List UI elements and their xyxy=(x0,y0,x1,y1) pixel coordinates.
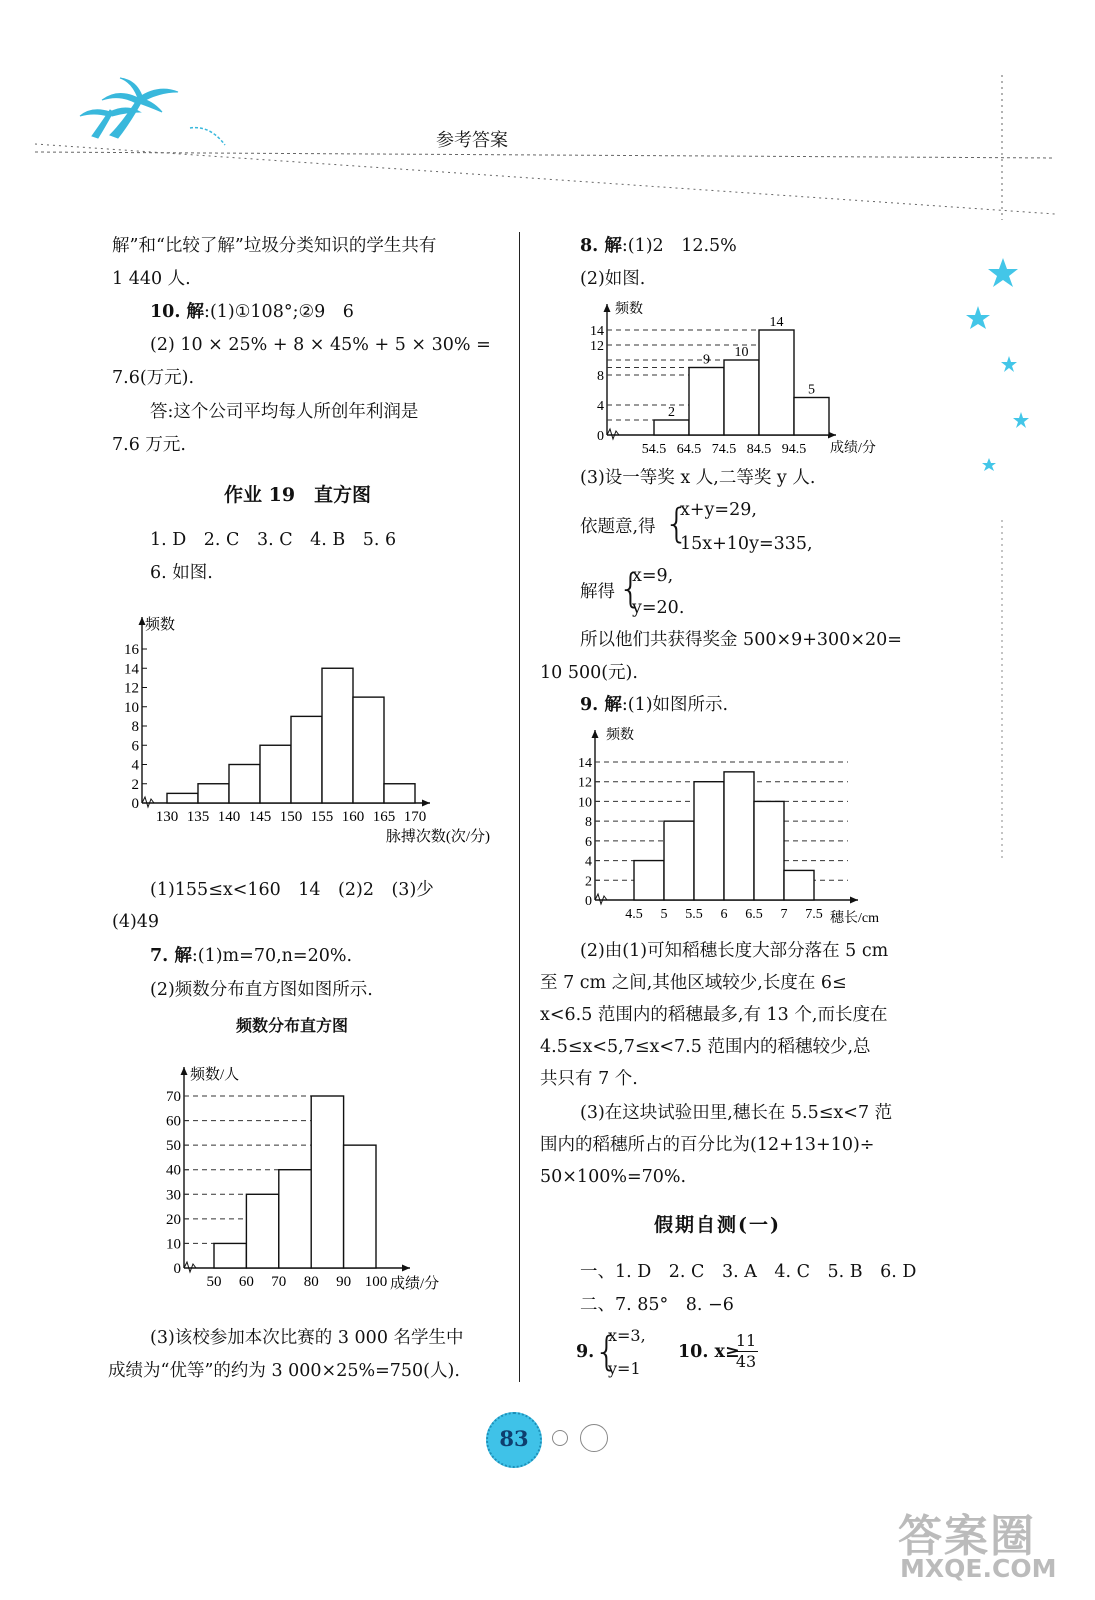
x-tick-label: 130 xyxy=(155,809,179,825)
y-tick-label: 12 xyxy=(124,680,139,697)
y-tick-label: 4 xyxy=(585,854,592,870)
y-tick-label: 30 xyxy=(166,1187,181,1204)
answer-text: 共只有 7 个. xyxy=(540,1069,638,1089)
y-tick-label: 10 xyxy=(578,795,592,811)
bar xyxy=(353,697,384,803)
y-tick-label: 8 xyxy=(131,719,139,735)
question-number: 8. 解 xyxy=(580,236,622,256)
x-axis-arrow xyxy=(422,800,430,807)
y-tick-label: 50 xyxy=(166,1138,181,1155)
equation: y=20. xyxy=(632,598,685,618)
answer-text: 成绩为“优等”的约为 3 000×25%=750(人). xyxy=(108,1361,460,1381)
equation: 15x+10y=335, xyxy=(680,534,813,554)
y-tick-label: 0 xyxy=(585,894,592,909)
x-tick-label: 7 xyxy=(780,907,788,922)
y-axis-arrow xyxy=(604,304,611,312)
palm-tree-icon xyxy=(80,78,178,138)
x-axis-label: 成绩/分 xyxy=(390,1276,440,1292)
x-tick-label: 135 xyxy=(186,809,210,825)
x-axis-label: 成绩/分 xyxy=(830,441,876,456)
y-tick-label: 12 xyxy=(578,775,592,791)
bar xyxy=(724,772,754,900)
y-tick-label: 2 xyxy=(585,874,592,890)
x-axis-arrow xyxy=(850,897,858,904)
header-decoration xyxy=(30,70,1060,220)
answer-text: 依题意,得 xyxy=(580,517,656,537)
section-heading: 假期自测(一) xyxy=(654,1214,781,1236)
bar xyxy=(759,330,794,435)
chart-pulse-histogram xyxy=(100,605,520,850)
y-tick-label: 6 xyxy=(585,834,592,850)
bar xyxy=(214,1243,246,1268)
answer-text: 50×100%=70%. xyxy=(540,1167,687,1187)
y-tick-label: 10 xyxy=(166,1236,181,1253)
bar xyxy=(279,1170,311,1268)
answer-text: (4)49 xyxy=(112,912,160,932)
x-tick-label: 6 xyxy=(720,907,728,922)
x-tick-label: 74.5 xyxy=(711,442,737,457)
question-number: 10. 解 xyxy=(150,302,205,322)
watermark-url: MXQE.COM xyxy=(900,1554,1057,1583)
y-tick-label: 12 xyxy=(590,339,604,354)
circle-icon xyxy=(580,1424,608,1452)
bar xyxy=(694,782,724,900)
bar xyxy=(664,821,694,900)
x-tick-label: 84.5 xyxy=(746,442,772,457)
answer-text: 解得 xyxy=(580,582,615,602)
x-tick-label: 4.5 xyxy=(625,907,643,922)
x-tick-label: 145 xyxy=(248,809,272,825)
y-tick-label: 0 xyxy=(131,796,139,812)
x-axis-label: 脉搏次数(次/分) xyxy=(385,829,490,845)
x-tick-label: 50 xyxy=(206,1274,222,1290)
answer-text: (3)该校参加本次比赛的 3 000 名学生中 xyxy=(150,1328,464,1348)
answer-text: (2)如图. xyxy=(580,269,646,289)
bar xyxy=(754,801,784,900)
question-number: 7. 解 xyxy=(150,946,192,966)
star-icon xyxy=(1001,356,1017,372)
x-tick-label: 100 xyxy=(364,1274,388,1290)
x-tick-label: 165 xyxy=(372,809,396,825)
page-number: 83 xyxy=(499,1426,529,1451)
chart-score-histogram xyxy=(150,1055,460,1300)
axis-break xyxy=(184,1262,196,1272)
bar xyxy=(246,1194,278,1268)
y-tick-label: 20 xyxy=(166,1211,181,1228)
bar xyxy=(784,870,814,900)
x-tick-label: 60 xyxy=(238,1274,254,1290)
answer-text: 一、1. D 2. C 3. A 4. C 5. B 6. D xyxy=(580,1262,917,1282)
y-tick-label: 8 xyxy=(597,369,604,384)
bar xyxy=(689,368,724,436)
bar xyxy=(229,765,260,804)
answer-text: (2)频数分布直方图如图所示. xyxy=(150,980,373,1000)
answer-text: 答:这个公司平均每人所创年利润是 xyxy=(150,402,419,422)
watermark-logo: 答案圈 xyxy=(898,1511,1036,1562)
y-axis-label: 频数 xyxy=(606,728,634,743)
y-tick-label: 60 xyxy=(166,1113,181,1130)
brace: { xyxy=(664,501,690,547)
y-tick-label: 70 xyxy=(166,1089,181,1105)
bar xyxy=(344,1145,376,1268)
x-tick-label: 6.5 xyxy=(745,907,763,922)
y-axis-label: 频数/人 xyxy=(190,1067,240,1083)
y-tick-label: 14 xyxy=(578,756,592,771)
y-tick-label: 4 xyxy=(131,757,139,774)
answer-text: :(1)2 12.5% xyxy=(621,236,737,256)
equation: x+y=29, xyxy=(680,500,757,520)
y-tick-label: 16 xyxy=(124,642,139,658)
answer-text: 7.6 万元. xyxy=(112,435,186,455)
x-tick-label: 54.5 xyxy=(641,442,667,457)
x-tick-label: 64.5 xyxy=(676,442,702,457)
bar xyxy=(260,745,291,803)
equation: y=1 xyxy=(608,1359,641,1378)
question-number: 9. 解 xyxy=(580,695,622,715)
x-tick-label: 94.5 xyxy=(781,442,807,457)
y-tick-label: 6 xyxy=(131,738,139,755)
text-line: 1 440 人. xyxy=(112,269,191,289)
x-tick-label: 155 xyxy=(310,809,334,825)
section-heading: 作业 19 直方图 xyxy=(224,484,372,506)
answer-text: x<6.5 范围内的稻穗最多,有 13 个,而长度在 xyxy=(540,1005,888,1025)
data-label: 14 xyxy=(769,315,784,330)
answer-text: 4.5≤x<5,7≤x<7.5 范围内的稻穗较少,总 xyxy=(540,1037,871,1057)
bar xyxy=(291,716,322,803)
answer-text: 二、7. 85° 8. −6 xyxy=(580,1295,734,1315)
y-tick-label: 2 xyxy=(131,776,139,793)
x-tick-label: 160 xyxy=(341,809,365,825)
y-axis-arrow xyxy=(181,1067,188,1075)
star-icon xyxy=(1013,412,1029,428)
answer-text: (3)在这块试验田里,穗长在 5.5≤x<7 范 xyxy=(580,1103,893,1123)
y-tick-label: 10 xyxy=(124,699,139,716)
y-tick-label: 8 xyxy=(585,815,592,831)
brace: { xyxy=(594,1329,620,1375)
chart-title: 频数分布直方图 xyxy=(236,1016,349,1035)
header-title: 参考答案 xyxy=(436,130,508,151)
answer-text: (1)155≤x<160 14 (2)2 (3)少 xyxy=(150,880,434,900)
star-icon xyxy=(966,306,990,329)
y-tick-label: 4 xyxy=(597,399,604,414)
y-axis-label: 频数 xyxy=(145,617,176,633)
brace: { xyxy=(618,566,644,612)
axis-break xyxy=(607,429,619,439)
bar xyxy=(311,1096,343,1268)
text-line: 解”和“比较了解”垃圾分类知识的学生共有 xyxy=(112,236,437,256)
stars-decoration xyxy=(960,220,1040,870)
answer-text: :(1)如图所示. xyxy=(621,695,729,715)
x-tick-label: 150 xyxy=(279,809,303,825)
bar xyxy=(724,360,759,435)
y-tick-label: 14 xyxy=(590,324,604,339)
answer-text: (2)由(1)可知稻穗长度大部分落在 5 cm xyxy=(580,941,889,961)
x-tick-label: 5.5 xyxy=(685,907,703,922)
star-icon xyxy=(982,458,996,471)
answer-text: :(1)①108°;②9 6 xyxy=(204,302,354,322)
bar xyxy=(198,784,229,803)
data-label: 9 xyxy=(703,352,710,368)
y-axis-arrow xyxy=(592,730,599,738)
y-axis-label: 频数 xyxy=(615,302,643,317)
answer-text: 6. 如图. xyxy=(150,563,213,583)
x-axis-label: 穗长/cm xyxy=(830,911,879,926)
bar xyxy=(794,398,829,436)
fraction-denominator: 43 xyxy=(735,1352,757,1371)
answer-text: 至 7 cm 之间,其他区域较少,长度在 6≤ xyxy=(540,973,847,993)
x-tick-label: 70 xyxy=(271,1274,287,1290)
chart-prize-histogram xyxy=(578,296,908,461)
y-tick-label: 0 xyxy=(173,1261,181,1277)
answer-text: 所以他们共获得奖金 500×9+300×20= xyxy=(580,630,902,650)
x-tick-label: 90 xyxy=(336,1274,352,1290)
data-label: 10 xyxy=(734,345,749,360)
x-tick-label: 7.5 xyxy=(805,907,823,922)
bar xyxy=(654,420,689,435)
x-tick-label: 5 xyxy=(660,907,668,922)
x-tick-label: 80 xyxy=(303,1274,319,1290)
y-tick-label: 0 xyxy=(597,429,604,444)
x-axis-arrow xyxy=(402,1265,410,1272)
equation: x=3, xyxy=(608,1326,646,1345)
equation: x=9, xyxy=(632,566,674,586)
answer-text: (2) 10 × 25% + 8 × 45% + 5 × 30% = xyxy=(150,335,491,355)
bar xyxy=(167,793,198,803)
fraction-numerator: 11 xyxy=(735,1331,757,1350)
axis-break xyxy=(595,894,607,904)
bar xyxy=(384,784,415,803)
x-tick-label: 170 xyxy=(403,809,427,825)
data-label: 5 xyxy=(808,382,815,398)
bar xyxy=(634,861,664,900)
answer-text: 10 500(元). xyxy=(540,663,638,683)
answer-text: 围内的稻穗所占的百分比为(12+13+10)÷ xyxy=(540,1135,875,1155)
question-number: 9. xyxy=(576,1342,595,1362)
chart-rice-histogram xyxy=(568,722,898,932)
answer-text: 1. D 2. C 3. C 4. B 5. 6 xyxy=(150,530,397,550)
circle-icon xyxy=(552,1430,568,1446)
y-tick-label: 14 xyxy=(124,661,139,678)
answer-text: (3)设一等奖 x 人,二等奖 y 人. xyxy=(580,468,816,488)
question-number: 10. x≥ xyxy=(678,1342,740,1362)
answer-text: :(1)m=70,n=20%. xyxy=(191,946,353,966)
bar xyxy=(322,668,353,803)
y-tick-label: 40 xyxy=(166,1162,181,1179)
star-icon xyxy=(988,258,1018,287)
data-label: 2 xyxy=(668,405,675,420)
x-tick-label: 140 xyxy=(217,809,241,825)
axis-break xyxy=(142,797,154,807)
answer-text: 7.6(万元). xyxy=(112,368,195,388)
